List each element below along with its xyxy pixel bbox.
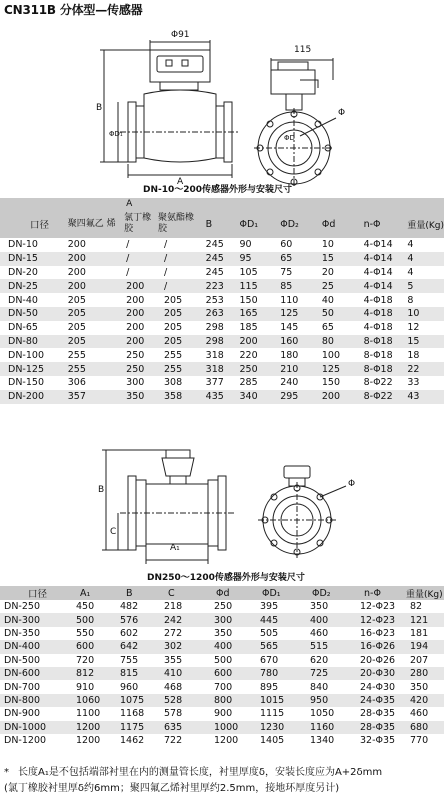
table-cell: 308 xyxy=(164,377,183,389)
footnotes xyxy=(4,765,382,797)
table-cell: 205 xyxy=(164,294,183,306)
table-cell: 1175 xyxy=(120,721,145,733)
table-cell: / xyxy=(126,239,130,251)
table-cell: DN-100 xyxy=(8,349,44,361)
table-cell: 165 xyxy=(239,308,258,320)
table-row xyxy=(0,390,444,404)
col-header: 重量(Kg) xyxy=(406,589,443,600)
table-cell: 200 xyxy=(67,239,86,251)
table-cell: 1060 xyxy=(76,694,101,706)
table-cell: 95 xyxy=(239,253,252,265)
table-cell: 5 xyxy=(407,280,414,292)
table-cell: 306 xyxy=(67,377,86,389)
table-cell: 300 xyxy=(126,377,145,389)
table-cell: 358 xyxy=(164,391,183,403)
table-cell: 4-Φ14 xyxy=(363,239,393,251)
table-cell: 800 xyxy=(214,694,233,706)
table-cell: 8-Φ18 xyxy=(363,349,393,361)
table-cell: 245 xyxy=(205,266,224,278)
table-cell: 28-Φ35 xyxy=(360,708,396,720)
table-cell: 194 xyxy=(410,641,429,653)
table-cell: 722 xyxy=(164,735,183,747)
table-row xyxy=(0,613,444,626)
table-row xyxy=(0,293,444,307)
table-cell: 20-Φ26 xyxy=(360,654,396,666)
table-cell: 20-Φ30 xyxy=(360,668,396,680)
table-cell: 200 xyxy=(67,253,86,265)
col-header: Φd xyxy=(321,218,336,230)
table-cell: 435 xyxy=(205,391,224,403)
table-cell: 350 xyxy=(310,601,329,613)
col-header: B xyxy=(205,218,213,230)
table-row xyxy=(0,321,444,335)
table-cell: 24-Φ30 xyxy=(360,681,396,693)
table-cell: 82 xyxy=(410,601,423,613)
col-header: 聚四氟乙 烯 xyxy=(67,218,116,229)
table-cell: 200 xyxy=(67,266,86,278)
table-row xyxy=(0,252,444,266)
table-cell: 700 xyxy=(214,681,233,693)
table-cell: 725 xyxy=(310,668,329,680)
table-cell: DN-15 xyxy=(8,253,38,265)
drawing1-caption: DN-10～200传感器外形与安装尺寸 xyxy=(143,185,293,195)
table-cell: 150 xyxy=(239,294,258,306)
table-row xyxy=(0,362,444,376)
table-cell: DN-350 xyxy=(4,627,40,639)
table-cell: 4 xyxy=(407,266,414,278)
table-cell: 298 xyxy=(205,322,224,334)
table-cell: 22 xyxy=(407,363,420,375)
table-cell: 602 xyxy=(120,627,139,639)
table-cell: 1462 xyxy=(120,735,145,747)
table-cell: 720 xyxy=(76,654,95,666)
table-cell: 1168 xyxy=(120,708,145,720)
table-cell: 400 xyxy=(310,614,329,626)
table-cell: 670 xyxy=(260,654,279,666)
table-cell: 755 xyxy=(120,654,139,666)
table-cell: 460 xyxy=(410,708,429,720)
table-cell: DN-40 xyxy=(8,294,38,306)
table-cell: 395 xyxy=(260,601,279,613)
table-cell: 80 xyxy=(321,335,334,347)
table-cell: / xyxy=(126,253,130,265)
table-cell: 200 xyxy=(126,308,145,320)
table-row xyxy=(0,654,444,667)
table-cell: 200 xyxy=(126,294,145,306)
table-cell: DN-150 xyxy=(8,377,44,389)
table-row xyxy=(0,279,444,293)
sensor-drawing-large xyxy=(0,446,444,566)
table-cell: 20 xyxy=(321,266,334,278)
table-row xyxy=(0,734,444,747)
table-cell: 100 xyxy=(321,349,341,361)
table-cell: 16-Φ26 xyxy=(360,641,396,653)
footnote-line xyxy=(4,765,382,781)
table-cell: 770 xyxy=(410,735,429,747)
table-cell: 125 xyxy=(280,308,299,320)
table-cell: 240 xyxy=(280,377,299,389)
table-cell: 600 xyxy=(76,641,95,653)
table-cell: 400 xyxy=(214,641,233,653)
table-cell: 377 xyxy=(205,377,224,389)
table-row xyxy=(0,238,444,252)
col-header: ΦD₁ xyxy=(262,587,281,599)
table-cell: 85 xyxy=(280,280,293,292)
page-title: CN311B 分体型—传感器 xyxy=(4,3,143,17)
table-cell: 445 xyxy=(260,614,279,626)
table-cell: 223 xyxy=(205,280,224,292)
table-cell: 12-Φ23 xyxy=(360,601,396,613)
table-cell: 295 xyxy=(280,391,299,403)
table-cell: 300 xyxy=(214,614,233,626)
table-row xyxy=(0,600,444,613)
table-cell: DN-25 xyxy=(8,280,38,292)
table-cell: 515 xyxy=(310,641,329,653)
table-row xyxy=(0,694,444,707)
table-cell: 255 xyxy=(164,349,183,361)
table-cell: 350 xyxy=(126,391,145,403)
table-cell: DN-65 xyxy=(8,322,38,334)
table-cell: 43 xyxy=(407,391,420,403)
table-cell: 500 xyxy=(214,654,233,666)
table-cell: 15 xyxy=(407,335,420,347)
dim2-a1-label: A₁ xyxy=(170,543,180,553)
table-cell: 50 xyxy=(321,308,334,320)
table-cell: 180 xyxy=(280,349,299,361)
table-cell: 207 xyxy=(410,654,429,666)
table-cell: DN-1200 xyxy=(4,735,47,747)
table-cell: 357 xyxy=(67,391,86,403)
table-cell: 105 xyxy=(239,266,258,278)
table-cell: 302 xyxy=(164,641,183,653)
dim-115-label: 115 xyxy=(294,45,312,55)
table-cell: 1050 xyxy=(310,708,335,720)
table-cell: DN-600 xyxy=(4,668,40,680)
table-cell: 218 xyxy=(164,601,183,613)
table-cell: 245 xyxy=(205,239,224,251)
dim-phid-label: ΦD xyxy=(284,134,295,142)
table-cell: DN-80 xyxy=(8,335,38,347)
col-header: 重量(Kg) xyxy=(407,220,444,231)
table-cell: 620 xyxy=(310,654,329,666)
table-small-sizes xyxy=(0,198,444,404)
table-cell: 15 xyxy=(321,253,334,265)
table-cell: 12-Φ23 xyxy=(360,614,396,626)
table-cell: 205 xyxy=(164,308,183,320)
table-cell: 255 xyxy=(67,363,86,375)
table-cell: 1075 xyxy=(120,694,145,706)
table-cell: 25 xyxy=(321,280,334,292)
table-cell: 75 xyxy=(280,266,293,278)
table-cell: DN-200 xyxy=(8,391,44,403)
table-cell: 205 xyxy=(164,322,183,334)
table-cell: 40 xyxy=(321,294,334,306)
table-cell: 24-Φ35 xyxy=(360,694,396,706)
table-cell: 4-Φ14 xyxy=(363,253,393,265)
table-row xyxy=(0,376,444,390)
table-cell: 505 xyxy=(260,627,279,639)
table-cell: 145 xyxy=(280,322,299,334)
table-cell: / xyxy=(164,253,168,265)
table-cell: 263 xyxy=(205,308,224,320)
table-cell: 28-Φ35 xyxy=(360,721,396,733)
table-cell: 1200 xyxy=(76,721,101,733)
table-row xyxy=(0,640,444,653)
table-cell: 910 xyxy=(76,681,95,693)
table-row xyxy=(0,335,444,349)
table-cell: 245 xyxy=(205,253,224,265)
table-cell: 121 xyxy=(410,614,429,626)
table-cell: 1405 xyxy=(260,735,285,747)
table-cell: 1015 xyxy=(260,694,285,706)
table-cell: 205 xyxy=(164,335,183,347)
dim2-c-label: C xyxy=(110,527,117,537)
table-cell: / xyxy=(164,239,168,251)
table-cell: / xyxy=(164,280,168,292)
table-cell: 205 xyxy=(67,308,86,320)
table-cell: DN-10 xyxy=(8,239,38,251)
table-cell: 840 xyxy=(310,681,329,693)
table-cell: 565 xyxy=(260,641,279,653)
table-cell: 18 xyxy=(407,349,420,361)
table-cell: DN-900 xyxy=(4,708,40,720)
col-header: ΦD₂ xyxy=(312,587,331,599)
table-cell: 1200 xyxy=(76,735,101,747)
table-cell: 350 xyxy=(214,627,233,639)
dim-a-label: A xyxy=(177,177,184,187)
table-cell: 1160 xyxy=(310,721,335,733)
table-cell: 960 xyxy=(120,681,139,693)
dim-phi91-label: Φ91 xyxy=(171,30,190,40)
sensor-drawing-small xyxy=(0,18,444,193)
col-header: 口径 xyxy=(30,220,50,231)
table-cell: 355 xyxy=(164,654,183,666)
table-cell: DN-125 xyxy=(8,363,44,375)
table-cell: 350 xyxy=(410,681,429,693)
table-cell: 185 xyxy=(239,322,258,334)
table-cell: / xyxy=(126,266,130,278)
drawing2-caption: DN250～1200传感器外形与安装尺寸 xyxy=(147,573,305,583)
table-row xyxy=(0,348,444,362)
dim2-b-label: B xyxy=(98,485,105,495)
table-cell: 528 xyxy=(164,694,183,706)
table-row xyxy=(0,721,444,734)
table-cell: 4-Φ18 xyxy=(363,294,393,306)
table-cell: 60 xyxy=(280,239,293,251)
table-row xyxy=(0,266,444,280)
table-cell: 450 xyxy=(76,601,95,613)
table-cell: 255 xyxy=(67,349,86,361)
table-cell: 4-Φ18 xyxy=(363,308,393,320)
table-cell: 250 xyxy=(214,601,233,613)
table-cell: 115 xyxy=(239,280,258,292)
table-cell: 410 xyxy=(164,668,183,680)
table-cell: 285 xyxy=(239,377,258,389)
table-cell: 4-Φ18 xyxy=(363,322,393,334)
table-cell: DN-50 xyxy=(8,308,38,320)
table-large-sizes xyxy=(0,586,444,747)
table-cell: 318 xyxy=(205,363,224,375)
table-cell: 205 xyxy=(67,294,86,306)
table-cell: 780 xyxy=(260,668,279,680)
table-cell: 482 xyxy=(120,601,139,613)
col-header: ΦD₁ xyxy=(239,218,259,230)
table-cell: 280 xyxy=(410,668,429,680)
col-header: 氯丁橡胶 xyxy=(124,213,152,234)
table-cell: DN-400 xyxy=(4,641,40,653)
table-cell: DN-500 xyxy=(4,654,40,666)
table-cell: 1100 xyxy=(76,708,101,720)
footnote-text: (氯丁橡胶衬里厚δ约6mm；聚四氟乙烯衬里厚约2.5mm，接地环厚度另计) xyxy=(4,783,340,794)
table-cell: 578 xyxy=(164,708,183,720)
table-cell: 65 xyxy=(280,253,293,265)
col-header: B xyxy=(126,587,133,599)
table-cell: 460 xyxy=(310,627,329,639)
table-cell: 468 xyxy=(164,681,183,693)
table-cell: 680 xyxy=(410,721,429,733)
table-cell: 600 xyxy=(214,668,233,680)
table-cell: 220 xyxy=(239,349,258,361)
table-cell: 635 xyxy=(164,721,183,733)
table-cell: 32-Φ35 xyxy=(360,735,396,747)
table-cell: DN-1000 xyxy=(4,721,47,733)
table-cell: 65 xyxy=(321,322,334,334)
table-cell: 205 xyxy=(67,335,86,347)
table-row xyxy=(0,667,444,680)
table-cell: DN-20 xyxy=(8,266,38,278)
table-cell: 125 xyxy=(321,363,341,375)
table-row xyxy=(0,680,444,693)
table-cell: 8-Φ18 xyxy=(363,363,393,375)
table-cell: 250 xyxy=(126,363,145,375)
table-cell: 8 xyxy=(407,294,414,306)
table-cell: 1000 xyxy=(214,721,239,733)
dim-b-label: B xyxy=(96,103,103,113)
table-cell: 895 xyxy=(260,681,279,693)
table-cell: 200 xyxy=(126,335,145,347)
table-cell: 200 xyxy=(126,322,145,334)
table-cell: 210 xyxy=(280,363,299,375)
table-cell: 1200 xyxy=(214,735,239,747)
table-cell: 200 xyxy=(126,280,145,292)
table-cell: 110 xyxy=(280,294,299,306)
col-header: C xyxy=(168,587,175,599)
table-cell: 500 xyxy=(76,614,95,626)
table-cell: 298 xyxy=(205,335,224,347)
col-header: 聚氨酯橡 胶 xyxy=(158,213,195,234)
table-cell: 200 xyxy=(321,391,341,403)
table-cell: 33 xyxy=(407,377,420,389)
table-cell: 812 xyxy=(76,668,95,680)
table-cell: / xyxy=(164,266,168,278)
col-header: n-Φ xyxy=(364,587,381,599)
table-cell: 4-Φ14 xyxy=(363,266,393,278)
table-cell: 4-Φ14 xyxy=(363,280,393,292)
table-row xyxy=(0,627,444,640)
table-cell: 340 xyxy=(239,391,258,403)
table-cell: 1340 xyxy=(310,735,335,747)
table-cell: 318 xyxy=(205,349,224,361)
table-cell: 205 xyxy=(67,322,86,334)
table-cell: 181 xyxy=(410,627,429,639)
footnote-line xyxy=(4,781,382,797)
table-cell: DN-300 xyxy=(4,614,40,626)
col-header: n-Φ xyxy=(363,218,381,230)
table-cell: 12 xyxy=(407,322,420,334)
table-cell: 8-Φ22 xyxy=(363,377,393,389)
table-cell: 420 xyxy=(410,694,429,706)
header-a: A xyxy=(126,198,133,209)
dim2-phi-label: Φ xyxy=(348,479,356,489)
table-cell: 150 xyxy=(321,377,341,389)
col-header: 口径 xyxy=(28,589,48,600)
table-cell: 550 xyxy=(76,627,95,639)
table-cell: 250 xyxy=(126,349,145,361)
table-cell: 90 xyxy=(239,239,252,251)
table-row xyxy=(0,307,444,321)
table-cell: 8-Φ18 xyxy=(363,335,393,347)
table-cell: 4 xyxy=(407,253,414,265)
table-cell: 900 xyxy=(214,708,233,720)
table-cell: 576 xyxy=(120,614,139,626)
col-header: ΦD₂ xyxy=(280,218,299,230)
table-cell: DN-700 xyxy=(4,681,40,693)
table-cell: 250 xyxy=(239,363,258,375)
footnote-marker: * xyxy=(4,767,9,778)
table-cell: 642 xyxy=(120,641,139,653)
col-header: A₁ xyxy=(80,587,91,599)
dim-d1-label: ΦD₁ xyxy=(109,130,123,138)
table-cell: 200 xyxy=(239,335,258,347)
table-cell: 10 xyxy=(407,308,420,320)
table-cell: 10 xyxy=(321,239,334,251)
table-cell: 200 xyxy=(67,280,86,292)
table-cell: 255 xyxy=(164,363,183,375)
table-cell: 242 xyxy=(164,614,183,626)
table-cell: DN-800 xyxy=(4,694,40,706)
table-cell: 4 xyxy=(407,239,414,251)
dim-phi-label: Φ xyxy=(338,108,346,118)
table-cell: 950 xyxy=(310,694,329,706)
table-cell: 253 xyxy=(205,294,224,306)
table-cell: 16-Φ23 xyxy=(360,627,396,639)
table-cell: 8-Φ22 xyxy=(363,391,393,403)
footnote-text: 长度A₁是不包括端部衬里在内的测量管长度，衬里厚度δ，安装长度应为A+2δmm xyxy=(18,767,383,778)
table-cell: 272 xyxy=(164,627,183,639)
table-cell: DN-250 xyxy=(4,601,40,613)
table-cell: 1115 xyxy=(260,708,285,720)
table-row xyxy=(0,707,444,720)
col-header: Φd xyxy=(216,587,230,599)
table-cell: 815 xyxy=(120,668,139,680)
table-cell: 160 xyxy=(280,335,299,347)
table-cell: 1230 xyxy=(260,721,285,733)
